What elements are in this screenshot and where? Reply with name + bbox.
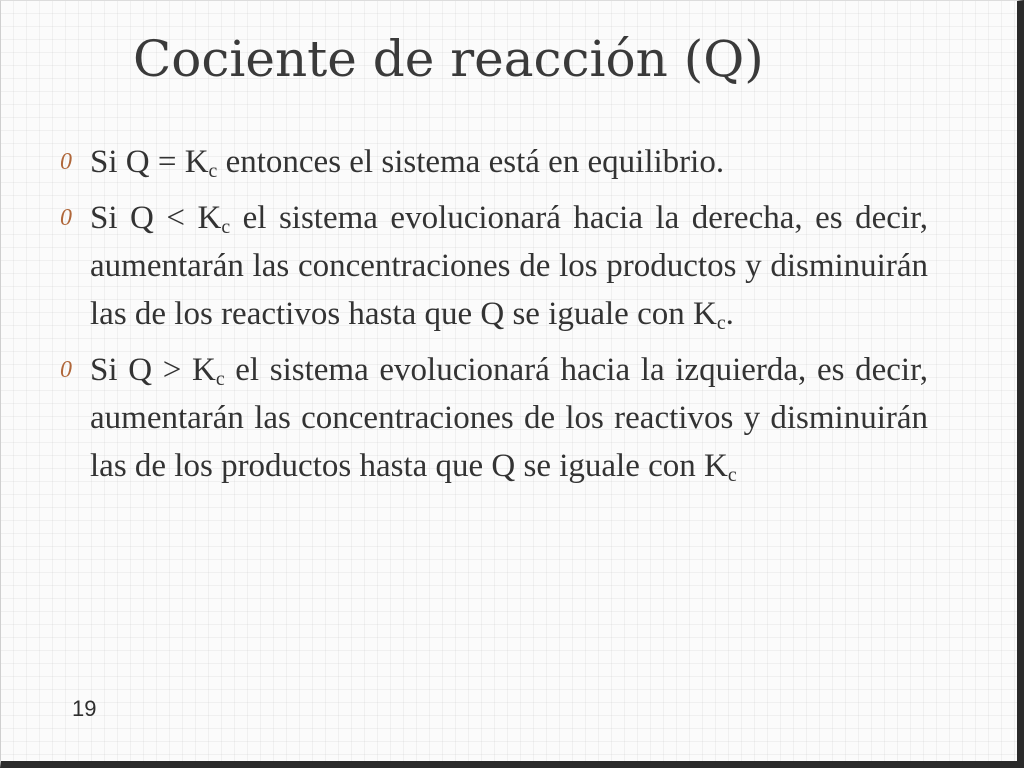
subscript-c: c: [727, 463, 737, 486]
bullet-text: entonces el sistema está en equilibrio.: [217, 144, 725, 180]
bullet-text: Si Q < K: [90, 200, 222, 236]
page-number: 19: [72, 696, 97, 721]
bullet-text: Si Q = K: [90, 144, 209, 180]
bullet-text: .: [725, 296, 734, 332]
bullet-q-less-than-kc: [60, 194, 928, 338]
bullet-marker-icon: 0: [60, 357, 72, 383]
bullet-text: el sistema evolucionará hacia la izquierda, es decir, aumentarán las concentraciones de los reactivos y disminuirán las de los productos hasta que Q se iguale con K: [90, 352, 928, 484]
bullet-marker-icon: 0: [60, 149, 72, 175]
slide-title: Cociente de reacción (Q): [133, 30, 764, 88]
bullet-marker-icon: 0: [60, 205, 72, 231]
bullet-text: Si Q > K: [90, 352, 216, 388]
bullet-text: el sistema evolucionará hacia la derecha, es decir, aumentarán las concentraciones de los productos y disminuirán las de los reactivos hasta que Q se iguale con K: [90, 200, 929, 332]
bullet-q-greater-than-kc: [60, 346, 928, 490]
bullet-equilibrium: [60, 138, 928, 186]
bullet-list: [60, 138, 928, 498]
subscript-c: c: [215, 367, 225, 390]
subscript-c: c: [221, 215, 231, 238]
subscript-c: c: [716, 311, 726, 334]
subscript-c: c: [208, 159, 218, 182]
